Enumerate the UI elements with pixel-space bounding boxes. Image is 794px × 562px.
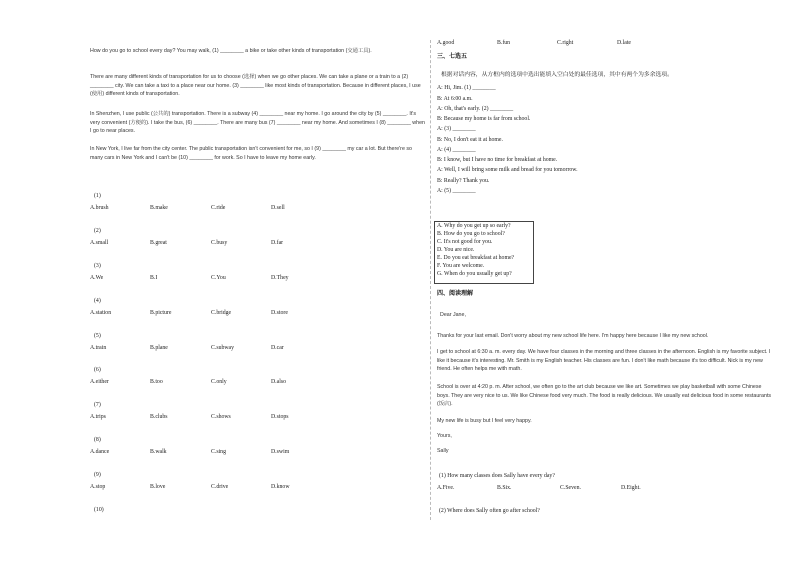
option-c[interactable]: C.shows: [211, 414, 231, 420]
option-d[interactable]: D.store: [271, 310, 288, 316]
choice-item: D. You are nice.: [437, 247, 475, 253]
option-d[interactable]: D.stops: [271, 414, 289, 420]
section-3-title: 三、七选五: [437, 54, 468, 60]
passage-paragraph-4: In New York, I live far from the city center. The public transportation isn't convenient for me, so I (9) ________ my car a lot. But there're so many cars in New York and I can't be (10) ________ for work. So I have to leave my home early.: [90, 146, 412, 161]
dialogue-line: A: Oh, that's early. (2) ________: [437, 106, 514, 112]
option-c[interactable]: C.right: [557, 40, 574, 46]
option-c[interactable]: C.only: [211, 379, 227, 385]
question-number: (6): [94, 367, 101, 373]
choice-item: A. Why do you get up so early?: [437, 223, 511, 229]
option-b[interactable]: B.Six.: [497, 485, 512, 491]
option-d[interactable]: D.sell: [271, 205, 285, 211]
option-c[interactable]: C.You: [211, 275, 226, 281]
dialogue-line: B: At 6:00 a.m.: [437, 96, 473, 102]
passage-paragraph-1: How do you go to school every day? You may walk, (1) ________ a bike or take other kinds of transportation (交通工具).: [90, 48, 372, 54]
option-a[interactable]: A.small: [90, 240, 109, 246]
option-b[interactable]: B.great: [150, 240, 167, 246]
letter-greeting: Dear Jane,: [440, 312, 466, 318]
option-b[interactable]: B.love: [150, 484, 166, 490]
option-a[interactable]: A.dance: [90, 449, 110, 455]
dialogue-line: B: Really? Thank you.: [437, 178, 490, 184]
choice-item: F. You are welcome.: [437, 263, 485, 269]
dialogue-line: A: Hi, Jim. (1) ________: [437, 85, 496, 91]
option-c[interactable]: C.sing: [211, 449, 226, 455]
question-number: (7): [94, 402, 101, 408]
column-divider: [430, 40, 431, 520]
option-c[interactable]: C.Seven.: [560, 485, 581, 491]
question-number: (5): [94, 333, 101, 339]
option-a[interactable]: A.station: [90, 310, 112, 316]
option-b[interactable]: B.too: [150, 379, 163, 385]
option-d[interactable]: D.know: [271, 484, 290, 490]
option-d[interactable]: D.also: [271, 379, 286, 385]
option-c[interactable]: C.ride: [211, 205, 226, 211]
option-d[interactable]: D.late: [617, 40, 632, 46]
option-a[interactable]: A.We: [90, 275, 104, 281]
choices-box: [434, 221, 534, 284]
option-a[interactable]: A.stop: [90, 484, 106, 490]
dialogue-line: B: No, I don't eat it at home.: [437, 137, 503, 143]
dialogue-line: A: Well, I will bring some milk and bread for you tomorrow.: [437, 167, 578, 173]
letter-paragraph: My new life is busy but I feel very happy.: [437, 418, 532, 424]
option-b[interactable]: B.picture: [150, 310, 172, 316]
letter-paragraph: School is over at 4:20 p. m. After school, we often go to the art club because we like art. Sometimes we play basketball with some Chinese boys. They are very nice to us. We like Chinese food very much. The food is really delicious. We usually eat delicious food in some restaurants (饭店).: [437, 384, 772, 408]
option-b[interactable]: B.I: [150, 275, 158, 281]
question-number: (9): [94, 472, 101, 478]
option-c[interactable]: C.bridge: [211, 310, 232, 316]
passage-paragraph-3: In Shenzhen, I use public (公共的) transportation. There is a subway (4) ________ near my home. I go around the city by (5) ________. It's very convenient (方便的). I take the bus, (6) ________. There are many bus (7) ________ near my home. And sometimes I (8) ________ when I go to near places.: [90, 111, 425, 135]
option-b[interactable]: B.make: [150, 205, 168, 211]
question-number: (8): [94, 437, 101, 443]
letter-signature: Sally: [437, 448, 449, 454]
option-b[interactable]: B.walk: [150, 449, 167, 455]
question-number: (1): [94, 193, 101, 199]
letter-closing: Yours,: [437, 433, 452, 439]
letter-paragraph: Thanks for your last email. Don't worry about my new school life here. I'm happy here because I like my new school.: [437, 333, 709, 339]
dialogue-line: A: (3) ________: [437, 126, 476, 132]
option-d[interactable]: D.They: [271, 275, 289, 281]
option-d[interactable]: D.car: [271, 345, 284, 351]
dialogue-line: B: I know, but I have no time for breakfast at home.: [437, 157, 558, 163]
letter-paragraph: I get to school at 6:30 a. m. every day. We have four classes in the morning and three classes in the afternoon. English is my favorite subject. I like it because it's interesting. Mr. Smith is my English teacher. His classes are fun. I don't like math because it's too difficult. Nick is my new friend. He often helps me with math.: [437, 349, 771, 373]
dialogue-line: A: (4) ________: [437, 147, 476, 153]
option-a[interactable]: A.Five.: [437, 485, 455, 491]
question-number: (10): [94, 507, 104, 513]
dialogue-line: A: (5) ________: [437, 188, 476, 194]
option-c[interactable]: C.drive: [211, 484, 229, 490]
question-number: (4): [94, 298, 101, 304]
option-b[interactable]: B.fun: [497, 40, 511, 46]
option-a[interactable]: A.good: [437, 40, 455, 46]
option-b[interactable]: B.plane: [150, 345, 168, 351]
dialogue-line: B: Because my home is far from school.: [437, 116, 531, 122]
reading-question-1: (1) How many classes does Sally have every day?: [439, 473, 555, 479]
option-c[interactable]: C.subway: [211, 345, 235, 351]
question-number: (3): [94, 263, 101, 269]
choice-item: B. How do you go to school?: [437, 231, 505, 237]
option-d[interactable]: D.far: [271, 240, 284, 246]
section-3-instruction: 根据对话内容，从方框内的选项中选出能填入空白处的最佳选项，其中有两个为多余选项。: [441, 72, 673, 78]
choice-item: E. Do you eat breakfast at home?: [437, 255, 515, 261]
option-a[interactable]: A.trips: [90, 414, 106, 420]
option-a[interactable]: A.train: [90, 345, 107, 351]
choice-item: G. When do you usually get up?: [437, 271, 512, 277]
question-number: (2): [94, 228, 101, 234]
option-a[interactable]: A.brush: [90, 205, 109, 211]
choice-item: C. It's not good for you.: [437, 239, 493, 245]
option-a[interactable]: A.either: [90, 379, 109, 385]
option-c[interactable]: C.busy: [211, 240, 228, 246]
option-b[interactable]: B.clubs: [150, 414, 168, 420]
reading-question-2: (2) Where does Sally often go after school?: [439, 508, 540, 514]
option-d[interactable]: D.swim: [271, 449, 290, 455]
section-4-title: 四、阅读理解: [437, 291, 474, 297]
option-d[interactable]: D.Eight.: [621, 485, 641, 491]
passage-paragraph-2: There are many different kinds of transportation for us to choose (选择) when we go other places. We can take a plane or a train to a (2) ________ city. We can take a taxi to a place near our home. (3) ________ like most kinds of transportation. Because in different places, I use (使用) different kinds of transportation.: [90, 74, 421, 98]
